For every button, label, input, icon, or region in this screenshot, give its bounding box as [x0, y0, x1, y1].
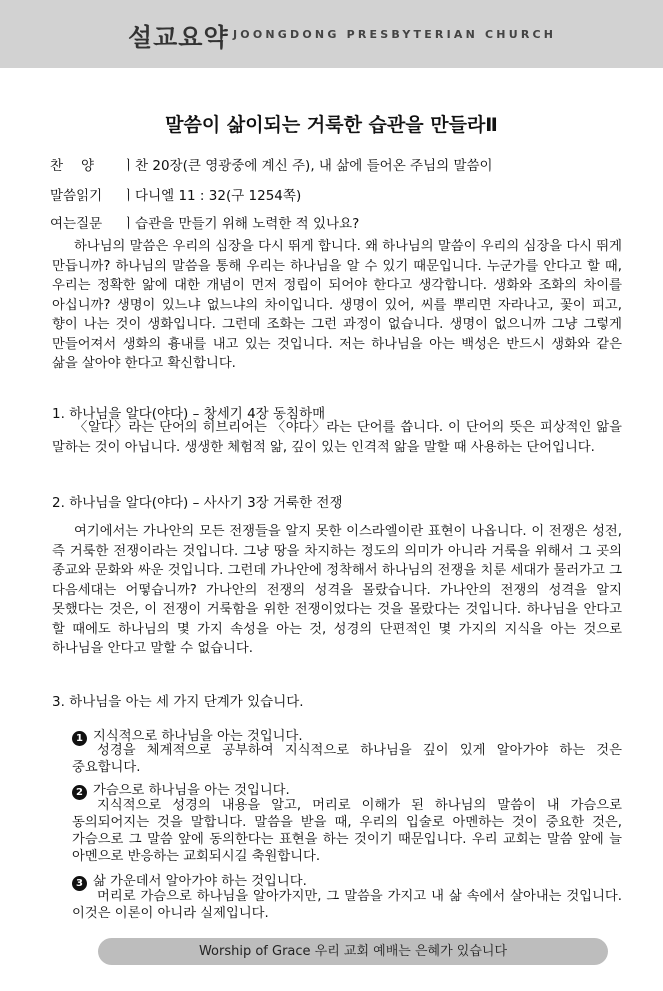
reading-row	[50, 184, 301, 204]
step-2-number: 2	[72, 785, 87, 800]
step-2-body: 지식적으로 성경의 내용을 알고, 머리로 이해가 된 하나님의 말씀이 내 가슴으로 동의되어지는 것을 말합니다. 말씀을 받을 때, 우리의 입술로 아멘하는 것이 중요한 것은, 가슴으로 그 말씀 앞에 동의한다는 표현을 하는 것이기 때문입니다. 우리 교회는 말씀 앞에 늘 아멘으로 반응하는 교회되시길 축원합니다.	[72, 798, 622, 864]
brand-title: 설교요약	[128, 23, 229, 52]
question-value: ㅣ습관을 만들기 위해 노력한 적 있나요?	[122, 216, 360, 232]
step-3-title: 삶 가운데서 알아가야 하는 것입니다.	[93, 874, 307, 889]
reading-value: ㅣ다니엘 11 : 32(구 1254쪽)	[122, 188, 302, 204]
intro-paragraph: 하나님의 말씀은 우리의 심장을 다시 뛰게 합니다. 왜 하나님의 말씀이 우리의 심장을 다시 뛰게 만듭니까? 하나님의 말씀을 통해 우리는 하나님을 알 수 있기 때문입니다. 누군가를 안다고 할 때, 우리는 정확한 앎에 대한 개념이 먼저 정립이 되어야 한다고 생각합니다. 생화와 조화의 차이를 아십니까? 생명이 있느냐 없느냐의 차이입니다. 생명이 있어, 씨를 뿌리면 자라나고, 꽃이 피고, 향이 나는 것이 생화입니다. 그런데 조화는 그런 과정이 없습니다. 생명이 없으니까 그냥 그렇게 만들어져서 생화의 흉내를 내고 있는 것입니다. 저는 하나님을 아는 백성은 반드시 생화와 같은 삶을 살아야 한다고 확신합니다.	[52, 239, 622, 371]
step-1-number: 1	[72, 731, 87, 746]
hymn-row	[50, 154, 493, 174]
section2-heading: 2. 하나님을 알다(야다) – 사사기 3장 거룩한 전쟁	[52, 495, 343, 511]
header-banner	[0, 0, 663, 68]
question-label: 여는질문	[50, 216, 103, 232]
hymn-label: 찬양	[50, 158, 113, 174]
section3-heading: 3. 하나님을 아는 세 가지 단계가 있습니다.	[52, 694, 304, 710]
section1-heading: 1. 하나님을 알다(야다) – 창세기 4장 동침하매	[52, 406, 326, 422]
step-3-number: 3	[72, 876, 87, 891]
section2-body: 여기에서는 가나안의 모든 전쟁들을 알지 못한 이스라엘이란 표현이 나옵니다. 이 전쟁은 성전, 즉 거룩한 전쟁이라는 것입니다. 그냥 땅을 차지하는 정도의 의미가 아니라 거룩을 위해서 그 곳의 종교와 문화와 싸운 것입니다. 그런데 가나안에 정착해서 하나님의 전쟁을 치룬 세대가 물러가고 그 다음세대는 어떻습니까? 가나안의 전쟁의 성격을 몰랐습니다. 가나안의 전쟁의 성격을 알지 못했다는 것은, 이 전쟁이 거룩함을 위한 전쟁이었다는 것을 몰랐다는 것입니다. 하나님을 안다고 할 때에도 하나님의 몇 가지 속성을 아는 것, 성경의 단편적인 몇 가지의 지식을 아는 것으로 하나님을 안다고 말할 수 없습니다.	[52, 524, 622, 656]
hymn-value: ㅣ찬 20장(큰 영광중에 계신 주), 내 삶에 들어온 주님의 말씀이	[122, 158, 493, 174]
step-2-title: 가슴으로 하나님을 아는 것입니다.	[93, 783, 290, 798]
step-1-body: 성경을 체계적으로 공부하여 지식적으로 하나님을 깊이 있게 알아가야 하는 것은 중요합니다.	[72, 743, 622, 775]
step-3-body: 머리로 가슴으로 하나님을 알아가지만, 그 말씀을 가지고 내 삶 속에서 살아내는 것입니다. 이것은 이론이 아니라 실제입니다.	[72, 889, 622, 921]
step-1-title: 지식적으로 하나님을 아는 것입니다.	[93, 729, 303, 744]
question-row	[50, 212, 359, 232]
sermon-title: 말씀이 삶이되는 거룩한 습관을 만들라Ⅱ	[165, 114, 498, 136]
footer-banner: Worship of Grace 우리 교회 예배는 은혜가 있습니다	[98, 938, 608, 965]
section1-body: 〈알다〉라는 단어의 히브리어는 〈야다〉라는 단어를 씁니다. 이 단어의 뜻은 피상적인 앎을 말하는 것이 아닙니다. 생생한 체험적 앎, 깊이 있는 인격적 앎을 말할 때 사용하는 단어입니다.	[52, 420, 622, 455]
reading-label: 말씀읽기	[50, 188, 103, 204]
church-name: JOONGDONG PRESBYTERIAN CHURCH	[233, 28, 557, 41]
